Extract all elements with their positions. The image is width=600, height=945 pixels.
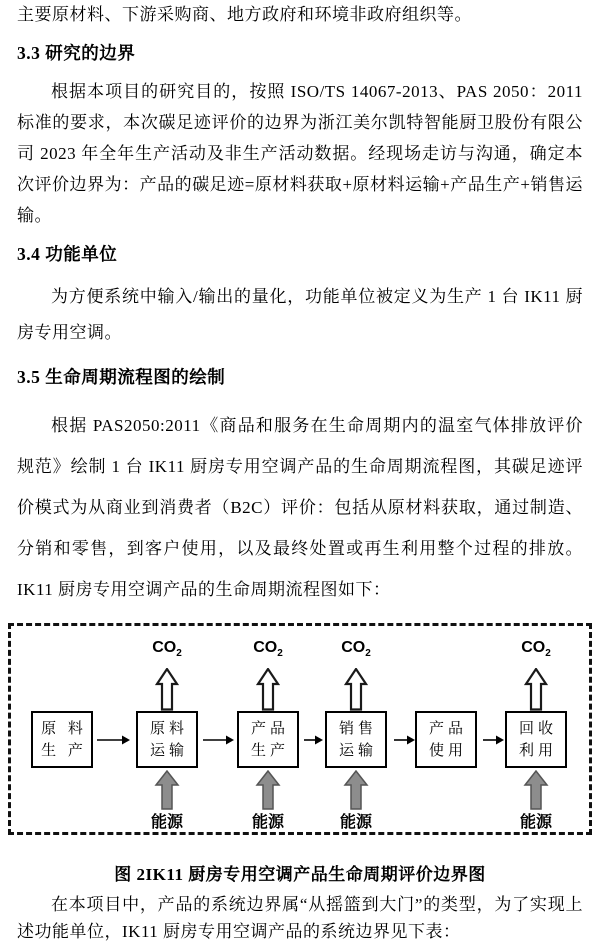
flow-arrow-icon [304,734,324,746]
stage-label-line2: 生 产 [41,742,87,759]
co2-label: $CO_2$ [152,639,182,660]
energy-label: 能源 [251,814,284,831]
section-3-3-body: 根据本项目的研究目的，按照 ISO/TS 14067-2013、PAS 2050：2011 标准的要求，本次碳足迹评价的边界为浙江美尔凯特智能厨卫股份有限公司 2023 年全年生产活动及非生产活动数据。经现场走访与沟通，确定本次评价边界为：产品的碳足迹=原材料获取+原材料运输+产品生产+销售运输。 [17,82,583,225]
energy-label: 能源 [339,814,372,831]
stage-label-line1: 原 料 [41,720,87,737]
stage-label-line2: 利用 [518,742,557,759]
section-heading-3-3: 3.3 研究的边界 [17,43,136,63]
co2-label: $CO_2$ [341,639,371,660]
stage-box [415,711,477,768]
section-heading-3-5: 3.5 生命周期流程图的绘制 [17,367,226,387]
stage-label-line2: 运输 [149,742,188,759]
stage-box [325,711,387,768]
flow-arrow-icon [483,734,505,746]
co2-up-arrow-icon [155,668,179,711]
stage-product-production [237,626,299,832]
energy-up-arrow-icon [342,770,370,810]
co2-up-arrow-icon [524,668,548,711]
energy-label: 能源 [150,814,183,831]
stage-label-line1: 原料 [149,720,188,737]
flow-arrow-icon [394,734,416,746]
stage-sales-transport [325,626,387,832]
stage-material-transport [136,626,198,832]
energy-up-arrow-icon [254,770,282,810]
lifecycle-boundary-diagram [8,623,592,835]
energy-label: 能源 [519,814,552,831]
stage-label-line1: 产品 [428,720,467,737]
flow-arrow-icon [203,734,235,746]
stage-label-line1: 回收 [518,720,557,737]
co2-label: $CO_2$ [253,639,283,660]
stage-label-line1: 产品 [250,720,289,737]
section-heading-3-4: 3.4 功能单位 [17,244,118,264]
stage-box [237,711,299,768]
stage-label-line2: 运输 [338,742,377,759]
flow-arrow-icon [97,734,131,746]
co2-up-arrow-icon [344,668,368,711]
stage-label-line2: 使用 [428,742,467,759]
stage-box [505,711,567,768]
stage-box [31,711,93,768]
energy-up-arrow-icon [522,770,550,810]
section-3-5-body: 根据 PAS2050:2011《商品和服务在生命周期内的温室气体排放评价规范》绘制 1 台 IK11 厨房专用空调产品的生命周期流程图，其碳足迹评价模式为从商业到消费者（B2C）评价：包括从原材料获取，通过制造、分销和零售，到客户使用，以及最终处置或再生利用整个过程的排放。IK11 厨房专用空调产品的生命周期流程图如下： [17,416,583,599]
energy-up-arrow-icon [153,770,181,810]
stage-box [136,711,198,768]
co2-label: $CO_2$ [521,639,551,660]
stage-label-line1: 销售 [338,720,377,737]
stage-product-use [415,626,477,832]
figure-caption: 图 2IK11 厨房专用空调产品生命周期评价边界图 [114,865,486,884]
stage-raw-material-production [31,626,93,832]
co2-up-arrow-icon [256,668,280,711]
lead-paragraph: 主要原材料、下游采购商、地方政府和环境非政府组织等。 [17,5,472,24]
section-3-4-body: 为方便系统中输入/输出的量化，功能单位被定义为生产 1 台 IK11 厨房专用空调。 [17,287,583,342]
stage-recycling [505,626,567,832]
stage-label-line2: 生产 [250,742,289,759]
closing-paragraph: 在本项目中，产品的系统边界属“从摇篮到大门”的类型，为了实现上述功能单位，IK11 厨房专用空调产品的系统边界见下表： [17,895,583,941]
